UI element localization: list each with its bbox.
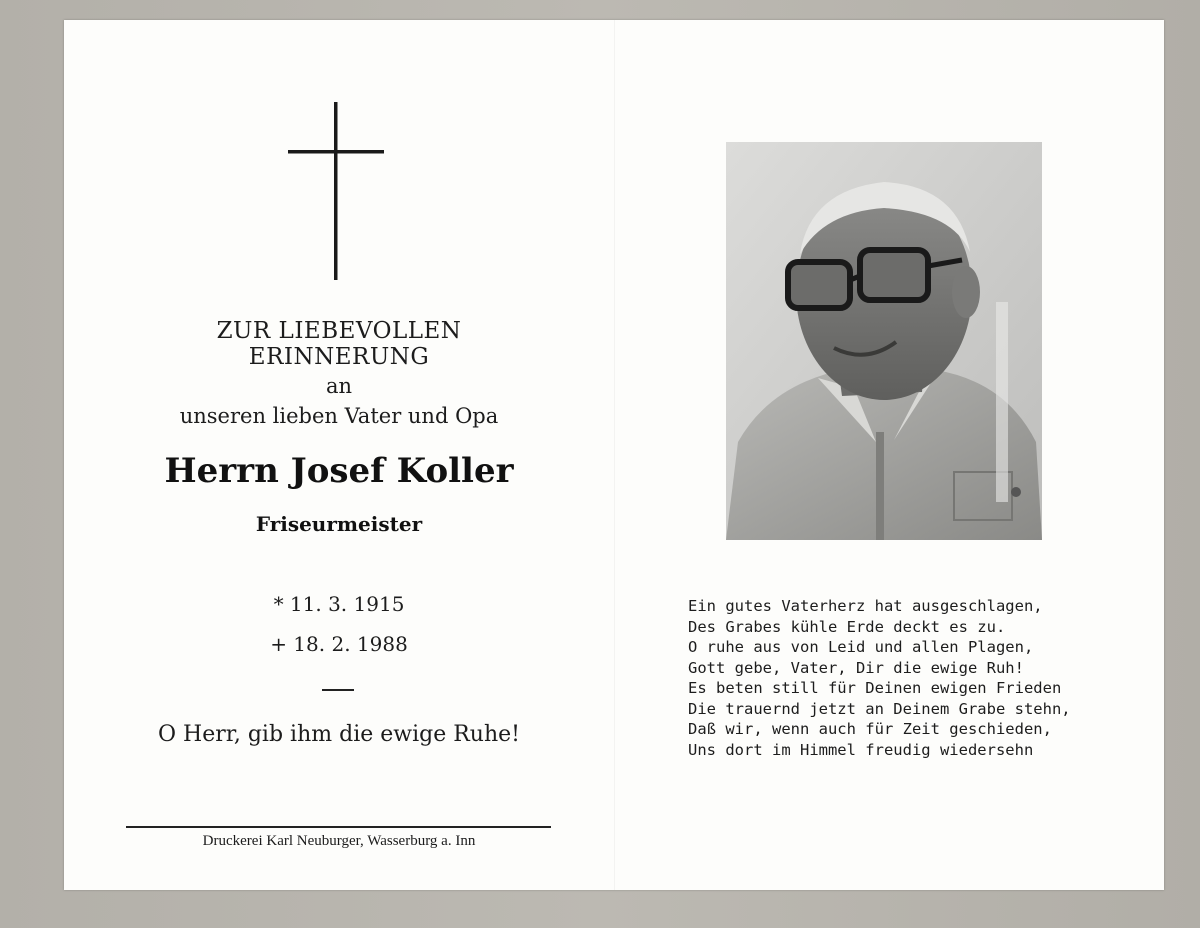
relation-line: unseren lieben Vater und Opa: [179, 404, 499, 428]
birth-date: * 11. 3. 1915: [273, 592, 405, 616]
portrait-photo: [726, 142, 1042, 540]
poem-line: Uns dort im Himmel freudig wiedersehn: [688, 740, 1034, 759]
card-fold: [614, 20, 615, 890]
poem-line: Gott gebe, Vater, Dir die ewige Ruh!: [688, 658, 1024, 677]
footer-rule: [126, 826, 551, 828]
prayer-line: O Herr, gib ihm die ewige Ruhe!: [158, 722, 520, 747]
poem-line: Daß wir, wenn auch für Zeit geschieden,: [688, 720, 1052, 738]
poem-line: Des Grabes kühle Erde deckt es zu.: [688, 617, 1006, 636]
dedication-an: an: [325, 374, 353, 398]
poem-line: Es beten still für Deinen ewigen Frieden: [688, 679, 1062, 697]
memorial-heading: ZUR LIEBEVOLLEN ERINNERUNG: [216, 318, 462, 370]
poem-line: Die trauernd jetzt an Deinem Grabe stehn,: [688, 699, 1071, 718]
separator-dash: [322, 689, 354, 691]
poem-line: Ein gutes Vaterherz hat ausgeschlagen,: [688, 597, 1043, 615]
profession: Friseurmeister: [255, 512, 423, 536]
deceased-name: Herrn Josef Koller: [164, 451, 514, 491]
poem: [688, 596, 1158, 760]
poem-line: O ruhe aus von Leid und allen Plagen,: [688, 638, 1034, 656]
death-date: + 18. 2. 1988: [270, 632, 408, 656]
cross-icon: [286, 102, 386, 280]
printer-credit: Druckerei Karl Neuburger, Wasserburg a. Inn: [202, 833, 476, 849]
memorial-card: [64, 20, 1164, 890]
